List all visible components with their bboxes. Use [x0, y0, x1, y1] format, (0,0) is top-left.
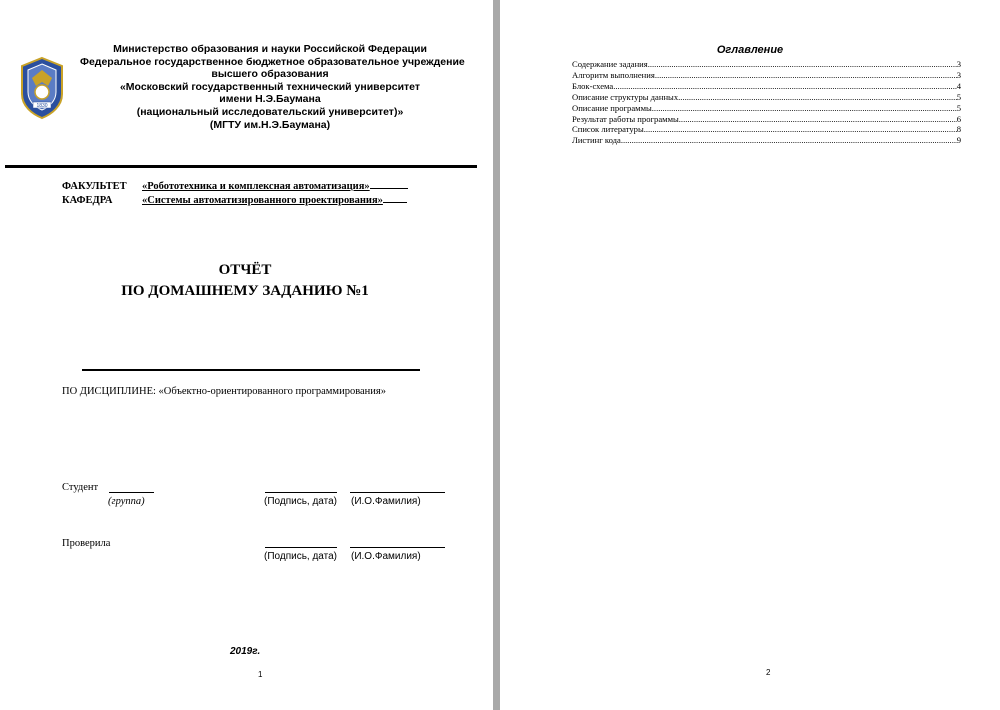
report-title: ОТЧЁТ — [218, 262, 272, 278]
page-2 — [500, 0, 1000, 710]
checker-signature-line — [265, 547, 337, 548]
group-label: (группа) — [108, 496, 145, 507]
toc-title: Оглавление — [716, 44, 784, 56]
department-label: КАФЕДРА — [62, 195, 113, 206]
sign-date-label: (Подпись, дата) — [264, 496, 337, 507]
student-label: Студент — [62, 482, 99, 493]
faculty-label: ФАКУЛЬТЕТ — [62, 181, 127, 192]
signature-line — [265, 492, 337, 493]
header-divider — [5, 165, 477, 168]
toc-entry[interactable]: Листинг кода ..... 9 — [572, 135, 961, 146]
page-number: 1 — [258, 670, 263, 679]
header-line: высшего образования — [211, 68, 329, 81]
department-row — [62, 195, 407, 206]
toc-entry[interactable]: Описание структуры данных ..... 5 — [572, 92, 961, 103]
table-of-contents — [572, 59, 961, 146]
discipline: ПО ДИСЦИПЛИНЕ: «Объектно-ориентированного программирования» — [62, 386, 386, 397]
department-value: «Системы автоматизированного проектирования» — [142, 195, 383, 206]
header-line: Федеральное государственное бюджетное образовательное учреждение — [80, 55, 465, 68]
checked-label: Проверила — [62, 538, 111, 549]
group-line — [109, 492, 154, 493]
toc-entry[interactable]: Содержание задания ..... 3 — [572, 59, 961, 70]
toc-entry[interactable]: Алгоритм выполнения ..... 3 — [572, 70, 961, 81]
header-line: (национальный исследовательский университет)» — [136, 105, 404, 118]
name-label: (И.О.Фамилия) — [351, 496, 421, 507]
checker-name-label: (И.О.Фамилия) — [351, 551, 421, 562]
toc-entry[interactable]: Блок-схема ..... 4 — [572, 81, 961, 92]
faculty-underline — [370, 187, 408, 189]
svg-text:1830: 1830 — [36, 103, 48, 109]
year: 2019г. — [230, 646, 261, 657]
bmstu-emblem-icon — [18, 56, 66, 120]
ministry-header — [80, 43, 465, 131]
topic-line — [82, 369, 420, 371]
page-1 — [0, 0, 493, 710]
header-line: Министерство образования и науки Российской Федерации — [113, 43, 427, 55]
checker-name-line — [350, 547, 445, 548]
toc-entry[interactable]: Результат работы программы ..... 6 — [572, 114, 961, 125]
toc-entry[interactable]: Описание программы ..... 5 — [572, 103, 961, 114]
page-number: 2 — [766, 668, 771, 677]
header-line: имени Н.Э.Баумана — [219, 93, 321, 106]
name-line — [350, 492, 445, 493]
department-underline — [383, 201, 407, 203]
report-subtitle: ПО ДОМАШНЕМУ ЗАДАНИЮ №1 — [121, 283, 369, 299]
header-line: «Московский государственный технический университет — [119, 80, 421, 93]
header-line: (МГТУ им.Н.Э.Баумана) — [209, 118, 331, 131]
checker-sign-date-label: (Подпись, дата) — [264, 551, 337, 562]
faculty-value: «Робототехника и комплексная автоматизация» — [142, 181, 370, 192]
toc-entry[interactable]: Список литературы ..... 8 — [572, 124, 961, 135]
faculty-row — [62, 181, 408, 192]
